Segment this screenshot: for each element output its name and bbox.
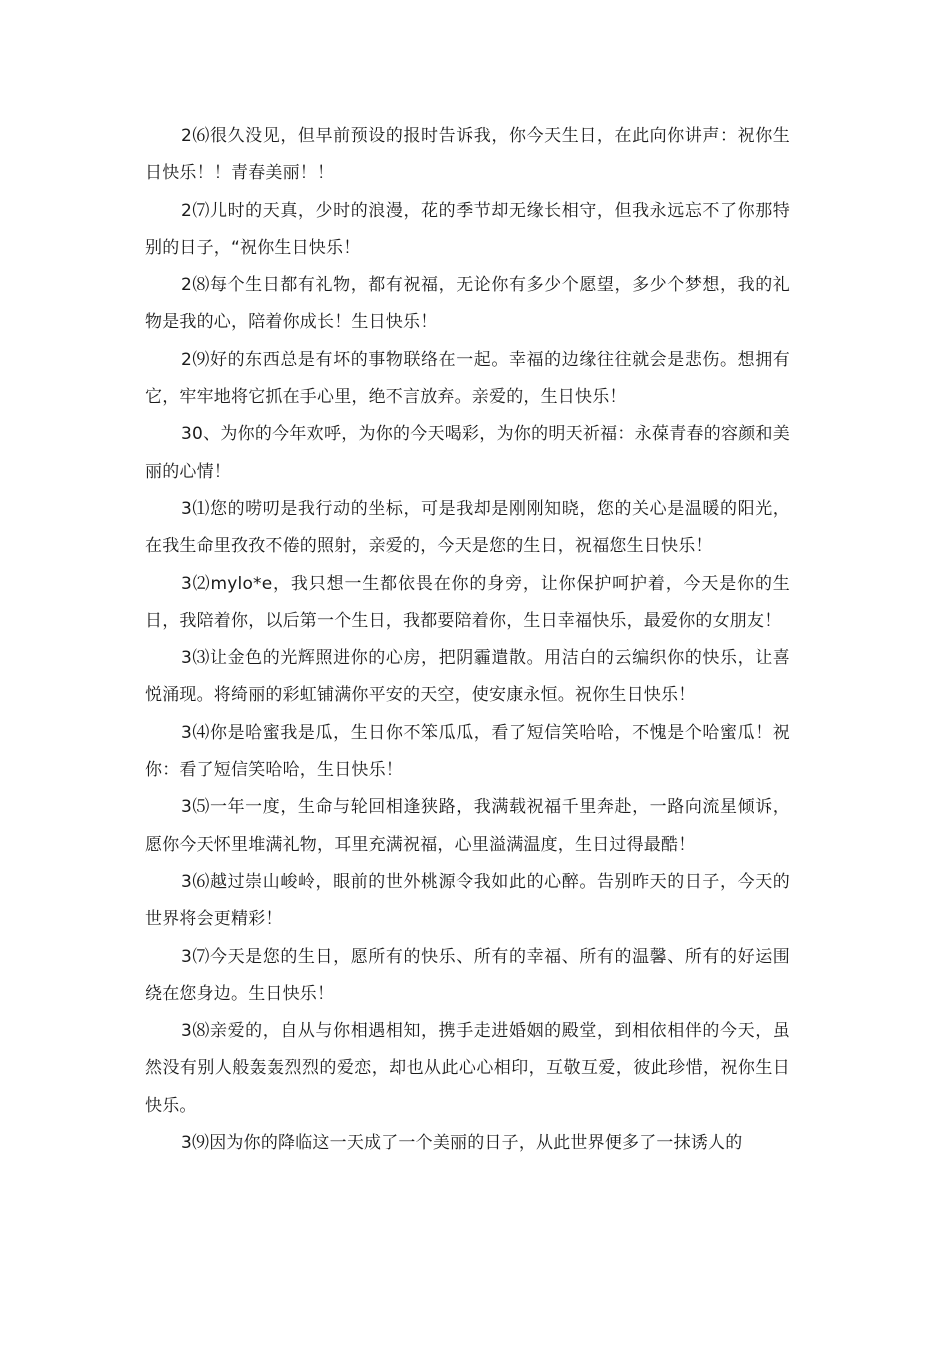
paragraph-27: 2⑺儿时的天真，少时的浪漫，花的季节却无缘长相守，但我永远忘不了你那特别的日子，“祝你生日快乐！	[145, 200, 790, 258]
paragraph-39: 3⑼因为你的降临这一天成了一个美丽的日子，从此世界便多了一抹诱人的	[181, 1133, 743, 1154]
paragraph-31: 3⑴您的唠叨是我行动的坐标，可是我却是刚刚知晓，您的关心是温暖的阳光，在我生命里孜孜不倦的照射，亲爱的，今天是您的生日，祝福您生日快乐！	[145, 498, 790, 557]
paragraph-34: 3⑷你是哈蜜我是瓜，生日你不笨瓜瓜，看了短信笑哈哈，不愧是个哈蜜瓜！祝你：看了短信笑哈哈，生日快乐！	[145, 722, 790, 781]
paragraph-35: 3⑸一年一度，生命与轮回相逢狭路，我满载祝福千里奔赴，一路向流星倾诉，愿你今天怀里堆满礼物，耳里充满祝福，心里溢满温度，生日过得最酷！	[145, 797, 790, 855]
paragraph-26: 2⑹很久没见，但早前预设的报时告诉我，你今天生日，在此向你讲声：祝你生日快乐！！青春美丽！！	[145, 126, 790, 184]
paragraph-37: 3⑺今天是您的生日，愿所有的快乐、所有的幸福、所有的温馨、所有的好运围绕在您身边。生日快乐！	[145, 946, 790, 1004]
paragraph-36: 3⑹越过崇山峻岭，眼前的世外桃源令我如此的心醉。告别昨天的日子，今天的世界将会更精彩！	[145, 871, 790, 930]
paragraph-33: 3⑶让金色的光辉照进你的心房，把阴霾遣散。用洁白的云编织你的快乐，让喜悦涌现。将绮丽的彩虹铺满你平安的天空，使安康永恒。祝你生日快乐！	[145, 648, 790, 706]
paragraph-38: 3⑻亲爱的，自从与你相遇相知，携手走进婚姻的殿堂，到相依相伴的今天，虽然没有别人般轰轰烈烈的爱恋，却也从此心心相印，互敬互爱，彼此珍惜，祝你生日快乐。	[145, 1021, 790, 1116]
paragraph-32: 3⑵mylo*e，我只想一生都依畏在你的身旁，让你保护呵护着，今天是你的生日，我陪着你，以后第一个生日，我都要陪着你，生日幸福快乐，最爱你的女朋友！	[145, 573, 790, 631]
paragraph-30: 30、为你的今年欢呼，为你的今天喝彩，为你的明天祈福：永葆青春的容颜和美丽的心情！	[145, 424, 790, 482]
paragraph-28: 2⑻每个生日都有礼物，都有祝福，无论你有多少个愿望，多少个梦想，我的礼物是我的心，陪着你成长！生日快乐！	[145, 275, 790, 333]
document-body	[145, 118, 790, 1162]
paragraph-29: 2⑼好的东西总是有坏的事物联络在一起。幸福的边缘往往就会是悲伤。想拥有它，牢牢地将它抓在手心里，绝不言放弃。亲爱的，生日快乐！	[145, 349, 790, 408]
